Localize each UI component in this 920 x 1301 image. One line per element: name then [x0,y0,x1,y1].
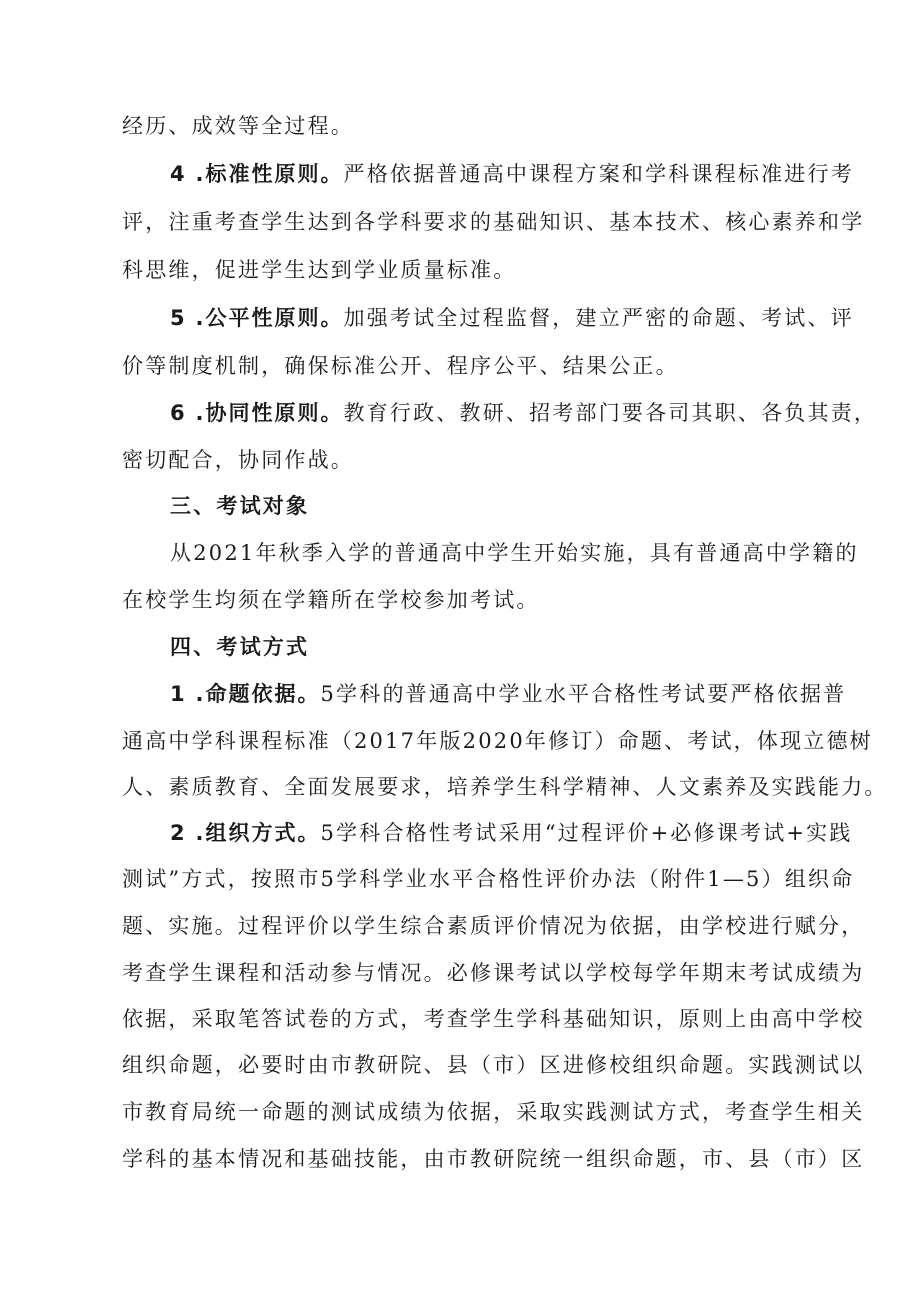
paragraph-text: 在校学生均须在学籍所在学校参加考试。 [122,588,540,612]
text-line [122,772,888,802]
paragraph-text: 依据，采取笔答试卷的方式，考查学生学科基础知识，原则上由高中学校 [122,1007,865,1031]
heading-text: 四、考试方式 [170,635,310,659]
paragraph-text: 考查学生课程和活动参与情况。必修课考试以学校每学年期末考试成绩为 [122,961,865,985]
item-title: .组织方式。 [195,821,321,845]
text-line [122,445,822,475]
text-line [122,255,822,285]
text-line [122,585,822,615]
paragraph-text: 市教育局统一命题的测试成绩为依据，采取实践测试方式，考查学生相关 [122,1100,865,1124]
paragraph-text: 经历、成效等全过程。 [122,114,354,138]
item-number: 1 [170,682,187,706]
paragraph-text: 题、实施。过程评价以学生综合素质评价情况为依据，由学校进行赋分， [122,914,865,938]
text-line [170,818,870,848]
paragraph-text: 从2021年秋季入学的普通高中学生开始实施，具有普通高中学籍的 [170,541,859,565]
paragraph-text: 价等制度机制，确保标准公开、程序公平、结果公正。 [122,354,679,378]
section-heading [170,491,870,521]
paragraph-text: 科思维，促进学生达到学业质量标准。 [122,258,517,282]
text-line [170,398,878,428]
paragraph-text: 通高中学科课程标准（2017年版2020年修订）命题、考试，体现立德树 [122,729,873,753]
paragraph-text: 组织命题，必要时由市教研院、县（市）区进修校组织命题。实践测试以 [122,1053,865,1077]
text-line [122,864,855,894]
paragraph-text: 严格依据普通高中课程方案和学科课程标准进行考 [343,162,854,186]
text-line [122,207,865,237]
text-line [122,911,865,941]
paragraph-text: 密切配合，协同作战。 [122,448,354,472]
text-line [122,111,822,141]
text-line [170,538,870,568]
item-number: 6 [170,401,187,425]
item-number: 4 [170,162,187,186]
text-line [170,159,870,189]
paragraph-text: 5学科的普通高中学业水平合格性考试要严格依据普 [320,682,847,706]
item-title: .标准性原则。 [195,162,344,186]
paragraph-text: 加强考试全过程监督，建立严密的命题、考试、评 [343,306,854,330]
text-line [122,958,865,988]
heading-text: 三、考试对象 [170,494,310,518]
paragraph-text: 学科的基本情况和基础技能，由市教研院统一组织命题，市、县（市）区 [122,1147,865,1171]
text-line [122,1097,865,1127]
item-number: 5 [170,306,187,330]
section-heading [170,632,870,662]
paragraph-text: 人、素质教育、全面发展要求，培养学生科学精神、人文素养及实践能力。 [122,775,888,799]
paragraph-text: 5学科合格性考试采用“过程评价+必修课考试+实践 [320,821,853,845]
item-title: .命题依据。 [195,682,321,706]
paragraph-text: 教育行政、教研、招考部门要各司其职、各负其责， [343,401,878,425]
item-title: .协同性原则。 [195,401,344,425]
text-line [122,351,822,381]
text-line [170,303,870,333]
text-line [122,1144,865,1174]
text-line [122,1004,865,1034]
text-line [122,1050,865,1080]
item-number: 2 [170,821,187,845]
text-line [122,726,873,756]
paragraph-text: 评，注重考查学生达到各学科要求的基础知识、基本技术、核心素养和学 [122,210,865,234]
text-line [170,679,870,709]
item-title: .公平性原则。 [195,306,344,330]
paragraph-text: 测试”方式，按照市5学科学业水平合格性评价办法（附件1—5）组织命 [122,867,855,891]
